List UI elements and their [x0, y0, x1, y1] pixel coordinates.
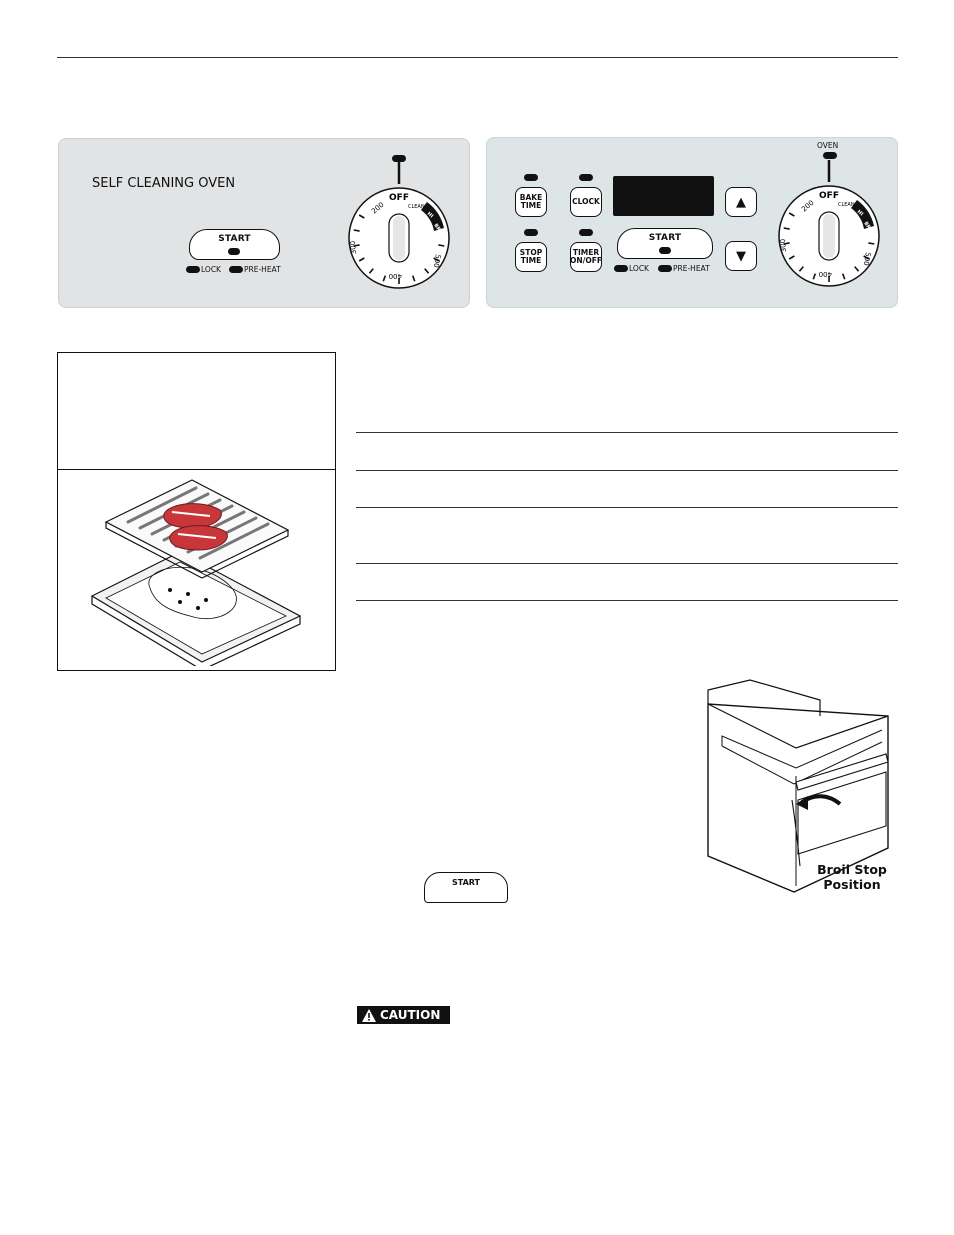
- oven-temperature-dial[interactable]: [338, 158, 462, 290]
- top-rule: [57, 57, 898, 58]
- table-rule-4: [356, 563, 898, 564]
- table-rule-1: [356, 432, 898, 433]
- start-electronic-led: [659, 247, 671, 254]
- preheat-electronic-label: PRE-HEAT: [673, 264, 710, 273]
- dial-200-label: 200: [370, 200, 386, 216]
- start-indicator-led: [228, 248, 240, 255]
- broil-stop-position-label: [812, 862, 892, 892]
- start-button-label: START: [218, 234, 251, 244]
- inline-start-pad: [424, 872, 508, 903]
- dial2-300-label: 300: [778, 238, 788, 253]
- dial2-hi-label: HI: [855, 208, 865, 218]
- oven-label: OVEN: [817, 141, 839, 150]
- timer-led: [579, 229, 593, 236]
- broiler-pan-illustration: [80, 476, 315, 666]
- digital-display: [613, 176, 714, 216]
- table-rule-2: [356, 470, 898, 471]
- up-arrow-button[interactable]: ▲: [725, 187, 757, 217]
- dial-500-label: 500: [431, 253, 442, 269]
- dial-hi-label: HI: [425, 210, 435, 220]
- table-rule-3: [356, 507, 898, 508]
- preheat-indicator-led: [229, 266, 243, 273]
- bake-time-button[interactable]: BAKE TIME: [515, 187, 547, 217]
- lock-label: LOCK: [201, 265, 221, 274]
- dial2-200-label: 200: [800, 198, 816, 214]
- oven-temperature-dial-electronic[interactable]: [768, 156, 892, 288]
- dial-clean-label: CLEAN: [408, 204, 425, 210]
- start-button-electronic[interactable]: [617, 228, 713, 259]
- dial-400-label: 400: [388, 272, 402, 280]
- table-rule-5: [356, 600, 898, 601]
- dial2-400-label: 400: [818, 270, 832, 278]
- dial-300-label: 300: [348, 240, 358, 255]
- dial2-off-label: OFF: [819, 191, 839, 201]
- stop-time-led: [524, 229, 538, 236]
- timer-on-off-button[interactable]: TIMER ON/OFF: [570, 242, 602, 272]
- stop-time-button[interactable]: STOP TIME: [515, 242, 547, 272]
- clock-led: [579, 174, 593, 181]
- dial-off-label: OFF: [389, 193, 409, 203]
- lock-electronic-label: LOCK: [629, 264, 649, 273]
- lock-indicator-led: [186, 266, 200, 273]
- panel-title: SELF CLEANING OVEN: [92, 176, 236, 191]
- lock-electronic-led: [614, 265, 628, 272]
- caution-text: CAUTION: [380, 1008, 441, 1022]
- caution-label: [357, 1006, 450, 1024]
- dial2-500-label: 500: [861, 251, 872, 267]
- broil-pan-box-divider: [57, 469, 336, 470]
- broil-stop-line1: Broil Stop: [817, 862, 887, 877]
- bake-time-led: [524, 174, 538, 181]
- preheat-electronic-led: [658, 265, 672, 272]
- dial-broil-label: BROIL: [432, 222, 448, 241]
- broil-stop-line2: Position: [823, 877, 881, 892]
- warning-triangle-icon: [362, 1009, 376, 1022]
- preheat-label: PRE-HEAT: [244, 265, 281, 274]
- clock-button[interactable]: CLOCK: [570, 187, 602, 217]
- inline-start-label: START: [451, 878, 481, 887]
- start-button-electronic-label: START: [648, 233, 682, 243]
- start-button[interactable]: [189, 229, 280, 260]
- dial2-broil-label: BROIL: [862, 220, 878, 239]
- dial2-clean-label: CLEAN: [838, 202, 855, 208]
- down-arrow-button[interactable]: ▼: [725, 241, 757, 271]
